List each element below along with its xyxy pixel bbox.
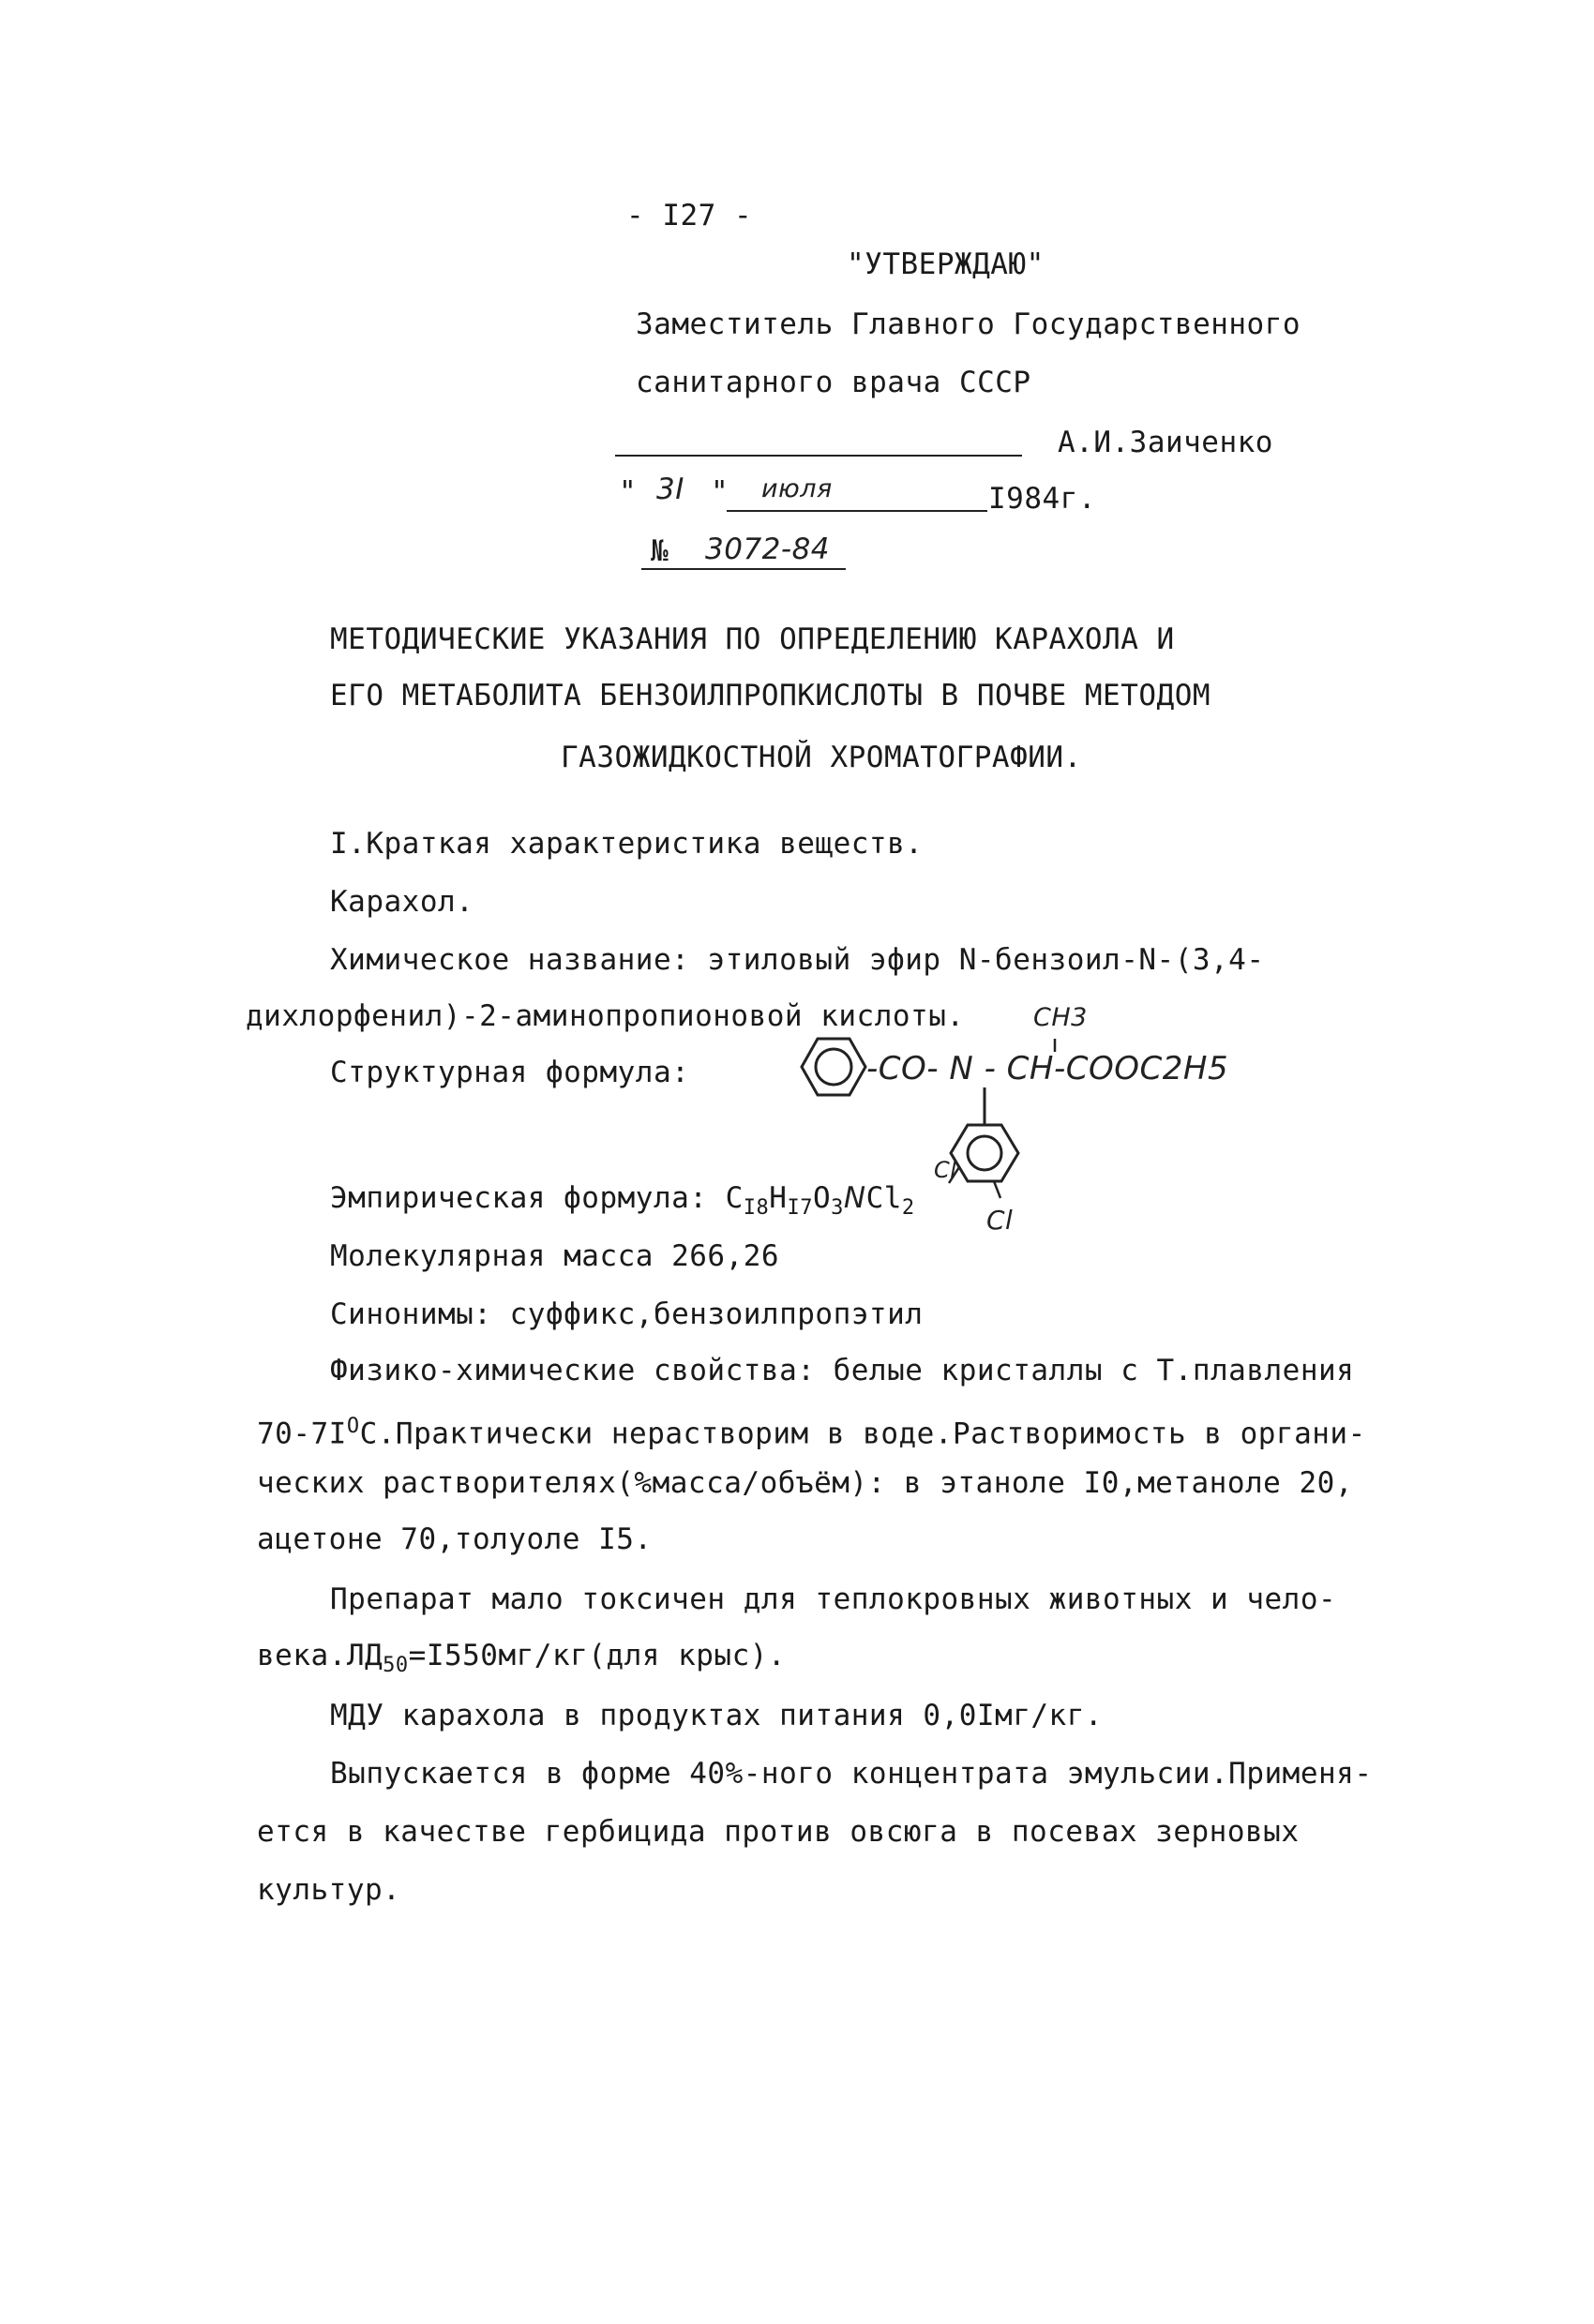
benzene-ring-2 <box>951 1125 1018 1181</box>
date-quote-close: " <box>711 475 729 509</box>
struct-cl-bottom: Cl <box>986 1205 1014 1236</box>
substance-name: Карахол. <box>330 885 474 919</box>
tox-line-2: $века.ЛД_{50}=I550мг/кг(для$ крыс). <box>257 1639 787 1678</box>
approval-line-2: санитарного врача СССР <box>636 366 1031 399</box>
date-quote-open: " <box>619 475 638 509</box>
date-day: 3I <box>656 472 684 506</box>
release-line-3: культур. <box>257 1873 401 1907</box>
page-number: - I27 - <box>626 199 753 232</box>
date-year: I984г. <box>988 482 1096 516</box>
number-value: 3072-84 <box>705 532 831 566</box>
empirical-label: Эмпирическая формула: <box>330 1181 708 1215</box>
date-month: июля <box>761 474 833 503</box>
struct-ch3: CH3 <box>1033 1003 1088 1032</box>
props-line-2: $70-7I^OС.Практически$ нерастворим в воде.Растворимость в органи- <box>257 1415 1366 1451</box>
mdu-line: МДУ карахола в продуктах питания 0,0Iмг/кг. <box>330 1699 1104 1732</box>
title-line-2: ЕГО МЕТАБОЛИТА БЕНЗОИЛПРОПКИСЛОТЫ В ПОЧВЕ МЕТОДОМ <box>330 679 1211 712</box>
approval-signer: А.И.Заиченко <box>1058 426 1273 459</box>
benzene-ring-2-circle <box>968 1136 1001 1170</box>
release-line-1: Выпускается в форме 40%-ного концентрата эмульсии.Применя- <box>330 1757 1373 1791</box>
cl-bond-bottom <box>994 1181 1000 1198</box>
release-line-2: ется в качестве гербицида против овсюга в посевах зерновых <box>257 1815 1300 1849</box>
title-line-1: МЕТОДИЧЕСКИЕ УКАЗАНИЯ ПО ОПРЕДЕЛЕНИЮ КАРАХОЛА И <box>330 622 1175 656</box>
approval-line-1: Заместитель Главного Государственного <box>636 307 1301 341</box>
signature-line <box>615 455 1022 457</box>
chem-name-line-1: Химическое название: этиловый эфир N-бензоил-N-(3,4- <box>330 943 1265 977</box>
molar-mass: Молекулярная масса 266,26 <box>330 1239 780 1273</box>
tox-line-1: Препарат мало токсичен для теплокровных животных и чело- <box>330 1582 1337 1616</box>
date-underline <box>727 510 987 512</box>
props-line-4: ацетоне 70,толуоле I5. <box>257 1522 653 1556</box>
benzene-ring-1-circle <box>816 1049 851 1085</box>
benzene-ring-1 <box>802 1039 865 1095</box>
number-label: № <box>651 534 669 568</box>
chem-name-line-2: дихлорфенил)-2-аминопропионовой кислоты. <box>246 999 965 1033</box>
number-underline <box>641 568 846 570</box>
approval-heading: "УТВЕРЖДАЮ" <box>847 247 1045 281</box>
synonyms: Синонимы: суффикс,бензоилпропэтил <box>330 1297 924 1331</box>
struct-cl-top: Cl <box>934 1157 957 1183</box>
struct-chain: -CO- N - CH-COOC2H5 <box>866 1050 1229 1087</box>
props-line-3: ческих растворителях(%масса/объём): в этаноле I0,метаноле 20, <box>257 1466 1353 1500</box>
props-line-1: Физико-химические свойства: белые кристаллы с Т.плавления <box>330 1354 1355 1387</box>
title-line-3: ГАЗОЖИДКОСТНОЙ ХРОМАТОГРАФИИ. <box>561 741 1082 774</box>
empirical-formula: Эмпирическая формула: $C_{I8}H_{I7}O_3NCl_2$ <box>330 1181 915 1221</box>
struct-formula-label: Структурная формула: <box>330 1056 690 1089</box>
section-heading: I.Краткая характеристика веществ. <box>330 827 924 861</box>
